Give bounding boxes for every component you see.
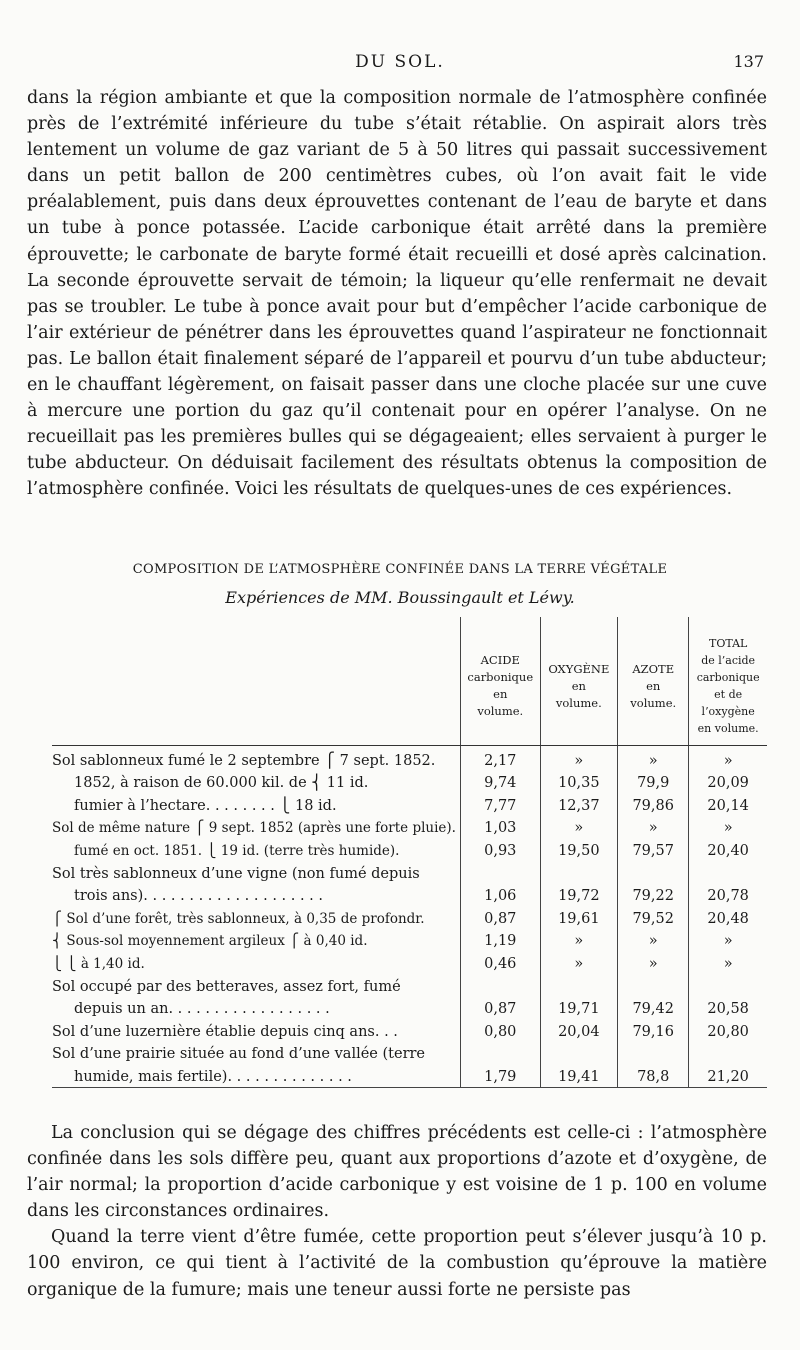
cell-total: 20,58 bbox=[689, 995, 767, 1018]
header-total bbox=[689, 617, 767, 746]
cell-oxygene: » bbox=[540, 949, 618, 972]
row-label: trois ans). . . . . . . . . . . . . . . . . . . . bbox=[74, 888, 324, 905]
cell-oxygene: » bbox=[540, 746, 618, 769]
header-acide bbox=[460, 617, 540, 746]
table-row bbox=[52, 904, 767, 927]
row-label: Sol occupé par des betteraves, assez fort, fumé bbox=[52, 978, 401, 995]
row-label: humide, mais fertile). . . . . . . . . . . . . . bbox=[52, 1062, 460, 1087]
cell-azote: 79,16 bbox=[618, 1017, 689, 1040]
row-label: Sol d’une prairie située au fond d’une vallée (terre bbox=[52, 1046, 426, 1063]
cell-acide bbox=[460, 1040, 540, 1063]
running-head bbox=[0, 52, 800, 74]
header-total-line-4: et de bbox=[714, 688, 743, 701]
header-azote bbox=[618, 617, 689, 746]
row-label: ⎧ Sol d’une forêt, très sablonneux, à 0,35 de profondr. bbox=[52, 910, 425, 927]
cell-total: 20,78 bbox=[689, 882, 767, 905]
cell-oxygene: 19,50 bbox=[540, 836, 618, 859]
cell-azote: » bbox=[618, 927, 689, 950]
row-label: Sol d’une luzernière établie depuis cinq ans. . . bbox=[52, 1023, 398, 1040]
header-azote-line-2: en bbox=[646, 678, 661, 693]
composition-table bbox=[52, 617, 767, 1088]
cell-acide: 0,46 bbox=[460, 949, 540, 972]
header-total-line-3: carbonique bbox=[696, 671, 760, 684]
cell-azote bbox=[618, 859, 689, 882]
header-label-empty bbox=[52, 617, 460, 746]
header-acide-line-3: en bbox=[493, 687, 508, 701]
header-azote-line-1: AZOTE bbox=[632, 661, 675, 676]
header-acide-line-1: ACIDE bbox=[480, 653, 520, 667]
table-row bbox=[52, 927, 767, 950]
cell-acide: 0,87 bbox=[460, 995, 540, 1018]
conclusion-block bbox=[27, 1120, 767, 1303]
cell-oxygene: 10,35 bbox=[540, 769, 618, 792]
table-title: COMPOSITION DE L’ATMOSPHÈRE CONFINÉE DANS LA TERRE VÉGÉTALE bbox=[132, 562, 668, 577]
cell-acide: 2,17 bbox=[460, 746, 540, 769]
cell-acide: 9,74 bbox=[460, 769, 540, 792]
header-total-line-2: de l’acide bbox=[701, 654, 756, 667]
cell-acide bbox=[460, 859, 540, 882]
cell-total: » bbox=[689, 814, 767, 837]
conclusion-paragraph-1: La conclusion qui se dégage des chiffres précédents est celle-ci : l’atmosphère confinée dans les sols diffère peu, quant aux proportions d’azote et d’oxygène, de l’air normal; la proportion d’acide carbonique y est voisine de 1 p. 100 en volume dans les circonstances ordinaires. bbox=[27, 1123, 767, 1222]
row-label: fumé en oct. 1851. ⎩ 19 id. (terre très humide). bbox=[74, 842, 400, 859]
table-row bbox=[52, 995, 767, 1018]
cell-oxygene: 12,37 bbox=[540, 791, 618, 814]
cell-oxygene bbox=[540, 859, 618, 882]
row-label: fumier à l’hectare. . . . . . . . ⎩ 18 id. bbox=[74, 797, 337, 814]
header-total-line-1: TOTAL bbox=[708, 637, 748, 650]
cell-oxygene: 19,72 bbox=[540, 882, 618, 905]
row-label: 1852, à raison de 60.000 kil. de ⎨ 11 id. bbox=[74, 775, 369, 792]
cell-oxygene: » bbox=[540, 927, 618, 950]
cell-oxygene: 19,61 bbox=[540, 904, 618, 927]
intro-paragraph-block bbox=[27, 85, 767, 503]
cell-acide bbox=[460, 972, 540, 995]
table-row bbox=[52, 882, 767, 905]
cell-oxygene: 20,04 bbox=[540, 1017, 618, 1040]
header-oxygene bbox=[540, 617, 618, 746]
cell-total: 20,09 bbox=[689, 769, 767, 792]
table-subtitle: Expériences de MM. Boussingault et Léwy. bbox=[225, 588, 575, 607]
header-oxygene-line-2: en bbox=[571, 678, 586, 693]
cell-azote: 79,86 bbox=[618, 791, 689, 814]
cell-oxygene bbox=[540, 1040, 618, 1063]
cell-azote bbox=[618, 972, 689, 995]
cell-azote: 79,57 bbox=[618, 836, 689, 859]
table-row bbox=[52, 1017, 767, 1040]
cell-oxygene: » bbox=[540, 814, 618, 837]
cell-acide: 1,79 bbox=[460, 1062, 540, 1087]
cell-total: » bbox=[689, 949, 767, 972]
table-row bbox=[52, 1062, 767, 1087]
cell-total: » bbox=[689, 746, 767, 769]
cell-acide: 1,19 bbox=[460, 927, 540, 950]
cell-azote: » bbox=[618, 814, 689, 837]
row-label: Sol très sablonneux d’une vigne (non fumé depuis bbox=[52, 865, 420, 882]
cell-azote bbox=[618, 1040, 689, 1063]
cell-acide: 0,87 bbox=[460, 904, 540, 927]
header-total-line-5: l’oxygène bbox=[701, 705, 755, 718]
table-row bbox=[52, 836, 767, 859]
cell-acide: 1,06 bbox=[460, 882, 540, 905]
cell-total bbox=[689, 1040, 767, 1063]
cell-total bbox=[689, 972, 767, 995]
cell-azote: 79,42 bbox=[618, 995, 689, 1018]
cell-acide: 0,93 bbox=[460, 836, 540, 859]
conclusion-paragraph-2: Quand la terre vient d’être fumée, cette proportion peut s’élever jusqu’à 10 p. 100 environ, ce qui tient à l’activité de la combustion qu’éprouve la matière organique de la fumure; mais une teneur aussi forte ne persiste pas bbox=[27, 1227, 767, 1300]
cell-total: 20,80 bbox=[689, 1017, 767, 1040]
table-row bbox=[52, 859, 767, 882]
cell-oxygene bbox=[540, 972, 618, 995]
table-row bbox=[52, 1040, 767, 1063]
cell-total: 20,40 bbox=[689, 836, 767, 859]
cell-oxygene: 19,71 bbox=[540, 995, 618, 1018]
row-label: Sol de même nature ⎧ 9 sept. 1852 (après une forte pluie). bbox=[52, 820, 456, 837]
cell-total: 21,20 bbox=[689, 1062, 767, 1087]
table-row bbox=[52, 949, 767, 972]
header-oxygene-line-1: OXYGÈNE bbox=[548, 661, 610, 676]
cell-azote: 79,22 bbox=[618, 882, 689, 905]
header-total-line-6: en volume. bbox=[697, 722, 759, 735]
header-acide-line-2: carbonique bbox=[467, 670, 534, 684]
cell-oxygene: 19,41 bbox=[540, 1062, 618, 1087]
cell-total: 20,48 bbox=[689, 904, 767, 927]
cell-total: 20,14 bbox=[689, 791, 767, 814]
table-row bbox=[52, 746, 767, 769]
cell-acide: 7,77 bbox=[460, 791, 540, 814]
running-title: DU SOL. bbox=[355, 52, 445, 72]
cell-acide: 1,03 bbox=[460, 814, 540, 837]
table-header-row bbox=[52, 617, 767, 746]
intro-paragraph: dans la région ambiante et que la composition normale de l’atmosphère confinée près de l’extrémité inférieure du tube s’était rétablie. On aspirait alors très lentement un volume de gaz variant de 5 à 50 litres qui passait successivement dans un petit ballon de 200 centimètres cubes, où l’on avait fait le vide préalablement, puis dans deux éprouvettes contenant de l’eau de baryte et dans un tube à ponce potassée. L’acide carbonique était arrêté dans la première éprouvette; le carbonate de baryte formé était recueilli et dosé après calcination. La seconde éprouvette servait de témoin; la liqueur qu’elle renfermait ne devait pas se troubler. Le tube à ponce avait pour but d’empêcher l’acide carbonique de l’air extérieur de pénétrer dans les éprouvettes quand l’aspirateur ne fonctionnait pas. Le ballon était finalement séparé de l’appareil et pourvu d’un tube abducteur; en le chauffant légèrement, on faisait passer dans une cloche placée sur une cuve à mercure une portion du gaz qu’il contenait pour en opérer l’analyse. On ne recueillait pas les premières bulles qui se dégageaient; elles servaient à purger le tube abducteur. On déduisait facilement des résultats obtenus la composition de l’atmosphère confinée. Voici les résultats de quelques-unes de ces expériences. bbox=[27, 88, 767, 500]
row-label: Sol sablonneux fumé le 2 septembre ⎧ 7 sept. 1852. bbox=[52, 752, 436, 769]
header-acide-line-4: volume. bbox=[477, 704, 524, 718]
cell-azote: 78,8 bbox=[618, 1062, 689, 1087]
page-number: 137 bbox=[733, 52, 764, 71]
header-oxygene-line-3: volume. bbox=[555, 695, 602, 710]
cell-total: » bbox=[689, 927, 767, 950]
table-row bbox=[52, 814, 767, 837]
cell-azote: 79,52 bbox=[618, 904, 689, 927]
header-azote-line-3: volume. bbox=[630, 695, 677, 710]
cell-total bbox=[689, 859, 767, 882]
table-row bbox=[52, 972, 767, 995]
cell-acide: 0,80 bbox=[460, 1017, 540, 1040]
row-label: ⎩ ⎩ à 1,40 id. bbox=[52, 955, 145, 972]
row-label: ⎨ Sous-sol moyennement argileux ⎧ à 0,40 id. bbox=[52, 933, 368, 950]
row-label: depuis un an. . . . . . . . . . . . . . . . . . bbox=[74, 1001, 330, 1018]
cell-azote: » bbox=[618, 746, 689, 769]
table-row bbox=[52, 769, 767, 792]
table-row bbox=[52, 791, 767, 814]
cell-azote: » bbox=[618, 949, 689, 972]
cell-azote: 79,9 bbox=[618, 769, 689, 792]
